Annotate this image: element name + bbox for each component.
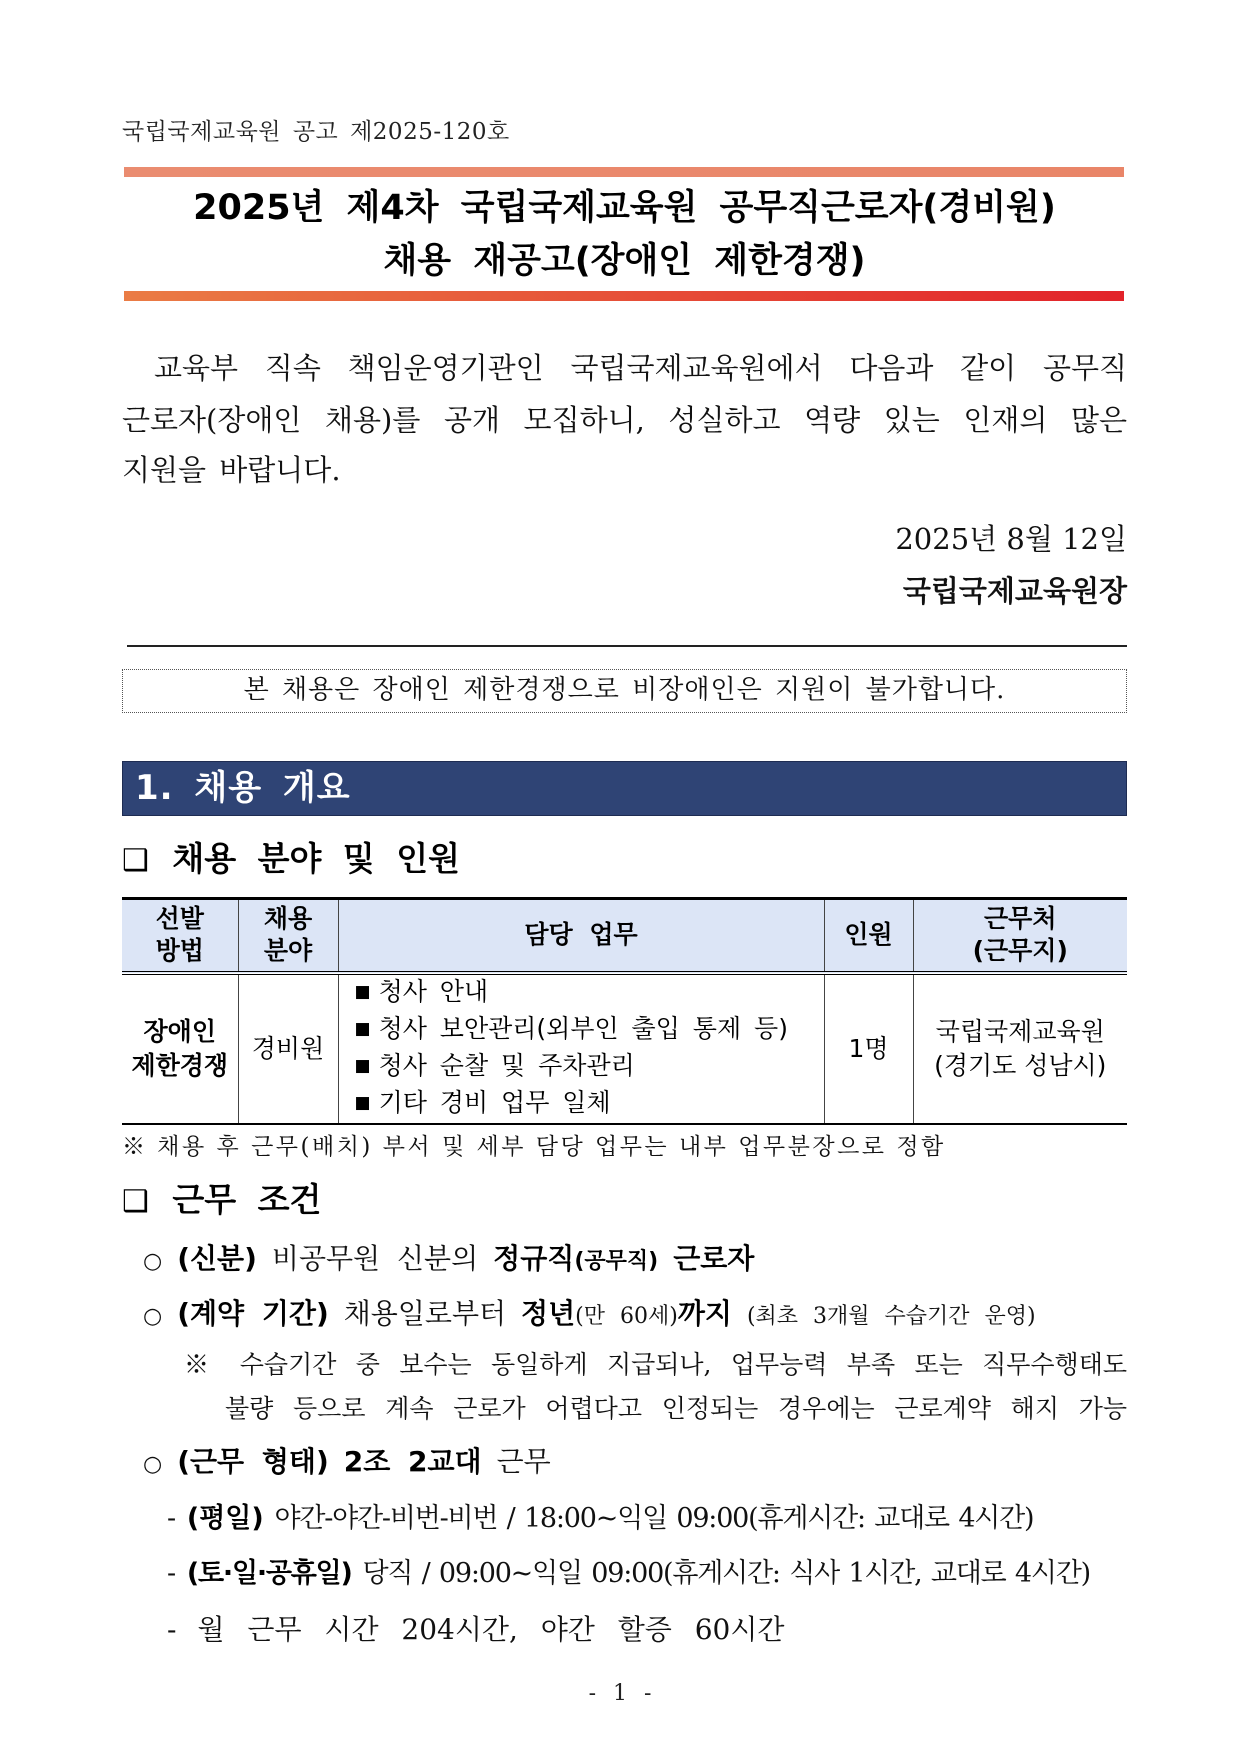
condition-label: (신분) [177,1242,257,1275]
header-text: 선발 [155,904,204,934]
reference-mark-icon: ※ [184,1350,221,1379]
shift-item-weekday [167,1496,1033,1541]
subheading-recruitment [122,836,460,884]
condition-shift [143,1440,551,1487]
dash-marker: - [167,1558,177,1589]
header-text: 방법 [155,936,204,966]
shift-text: 야간-야간-비번-비번 / 18:00~익일 09:00(휴게시간: 교대로 4시간) [274,1503,1034,1534]
recruitment-table [122,897,1127,1125]
cell-duties [338,973,824,1124]
section-heading-overview: 1. 채용 개요 [122,761,1127,816]
cell-text: 장애인 [143,1016,216,1046]
square-bullet-icon: ■ [354,1055,371,1076]
title-line-2: 채용 재공고(장애인 제한경쟁) [383,241,866,281]
dash-marker: - [167,1613,177,1646]
title-line-1: 2025년 제4차 국립국제교육원 공무직근로자(경비원) [193,188,1056,228]
table-footnote: ※ 채용 후 근무(배치) 부서 및 세부 담당 업무는 내부 업무분장으로 정함 [122,1134,946,1160]
shift-label: (토·일·공휴일) [186,1558,352,1589]
subheading-recruitment-text: 채용 분야 및 인원 [172,839,461,878]
note-text: 수습기간 중 보수는 동일하게 지급되나, 업무능력 부족 또는 직무수행태도 [239,1350,1127,1379]
condition-emphasis-sub: (만 60세) [575,1304,678,1329]
probation-note-line-2: 불량 등으로 계속 근로가 어렵다고 인정되는 경우에는 근로계약 해지 가능 [225,1394,1127,1423]
condition-emphasis: 근로자 [673,1242,755,1275]
shift-label: (평일) [186,1503,264,1534]
cell-field: 경비원 [238,973,338,1124]
title-bar-bottom [124,291,1124,301]
horizontal-divider [127,645,1127,647]
condition-aside: (최초 3개월 수습기간 운영) [746,1304,1036,1329]
square-bullet-icon: ■ [354,981,371,1002]
header-text: 채용 [263,904,313,934]
shift-item-weekend [167,1551,1090,1596]
subheading-conditions-text: 근무 조건 [172,1180,322,1219]
intro-line-3: 지원을 바랍니다. [122,453,341,487]
condition-text: 근무 [496,1445,551,1478]
duty-text: 청사 보안관리(외부인 출입 통제 등) [378,1013,788,1043]
shift-text: 당직 / 09:00~익일 09:00(휴게시간: 식사 1시간, 교대로 4시간) [362,1558,1090,1589]
header-duties: 담당 업무 [338,899,824,973]
cell-headcount: 1명 [824,973,913,1124]
probation-note-line-1 [184,1347,1127,1383]
cell-workplace [913,973,1127,1124]
duty-item [355,1012,824,1049]
header-text: (근무지) [972,936,1068,966]
square-bullet-icon: ■ [354,1018,371,1039]
duty-item [355,1049,824,1086]
circle-bullet-icon: ○ [143,1452,163,1477]
checkbox-square-icon: ❑ [122,843,149,878]
condition-label: (계약 기간) [177,1297,329,1330]
notice-number: 국립국제교육원 공고 제2025-120호 [122,119,510,145]
condition-emphasis: 2조 2교대 [343,1445,482,1478]
intro-line-1: 교육부 직속 책임운영기관인 국립국제교육원에서 다음과 같이 공무직 [154,351,1127,385]
circle-bullet-icon: ○ [143,1249,163,1274]
subheading-conditions [122,1177,321,1225]
condition-emphasis: 정규직 [493,1242,575,1275]
cell-text: (경기도 성남시) [934,1050,1107,1080]
condition-contract [143,1292,1036,1339]
shift-item-monthly-hours [167,1608,784,1653]
header-selection-method [122,899,238,973]
condition-label: (근무 형태) [177,1445,329,1478]
shift-text: 월 근무 시간 204시간, 야간 할증 60시간 [197,1613,785,1646]
condition-text: 채용일로부터 [343,1297,507,1330]
condition-text: 비공무원 신분의 [271,1242,479,1275]
cell-selection-method [122,973,238,1124]
duty-text: 청사 안내 [378,976,489,1006]
header-text: 분야 [263,936,313,966]
header-field [238,899,338,973]
header-workplace [913,899,1127,973]
intro-line-2: 근로자(장애인 채용)를 공개 모집하니, 성실하고 역량 있는 인재의 많은 [122,403,1127,437]
square-bullet-icon: ■ [354,1092,371,1113]
duty-text: 청사 순찰 및 주차관리 [378,1050,635,1080]
condition-status [143,1237,754,1284]
table-row [122,973,1127,1124]
cell-text: 국립국제교육원 [935,1016,1105,1046]
duty-item [355,975,824,1012]
condition-emphasis: 정년 [521,1297,576,1330]
restriction-notice-box: 본 채용은 장애인 제한경쟁으로 비장애인은 지원이 불가합니다. [122,669,1127,713]
page-number: - 1 - [588,1681,652,1706]
cell-text: 제한경쟁 [131,1050,229,1080]
condition-emphasis: 까지 [677,1297,732,1330]
table-header-row [122,899,1127,973]
checkbox-square-icon: ❑ [122,1184,149,1219]
dash-marker: - [167,1503,177,1534]
condition-emphasis-sub: (공무직) [574,1249,659,1274]
circle-bullet-icon: ○ [143,1304,163,1329]
announcement-date: 2025년 8월 12일 [895,522,1127,556]
header-headcount: 인원 [824,899,913,973]
duty-item [355,1086,824,1123]
issuer-name: 국립국제교육원장 [902,574,1127,608]
header-text: 근무처 [984,904,1057,934]
duty-text: 기타 경비 업무 일체 [378,1087,611,1117]
title-bar-top [124,167,1124,177]
